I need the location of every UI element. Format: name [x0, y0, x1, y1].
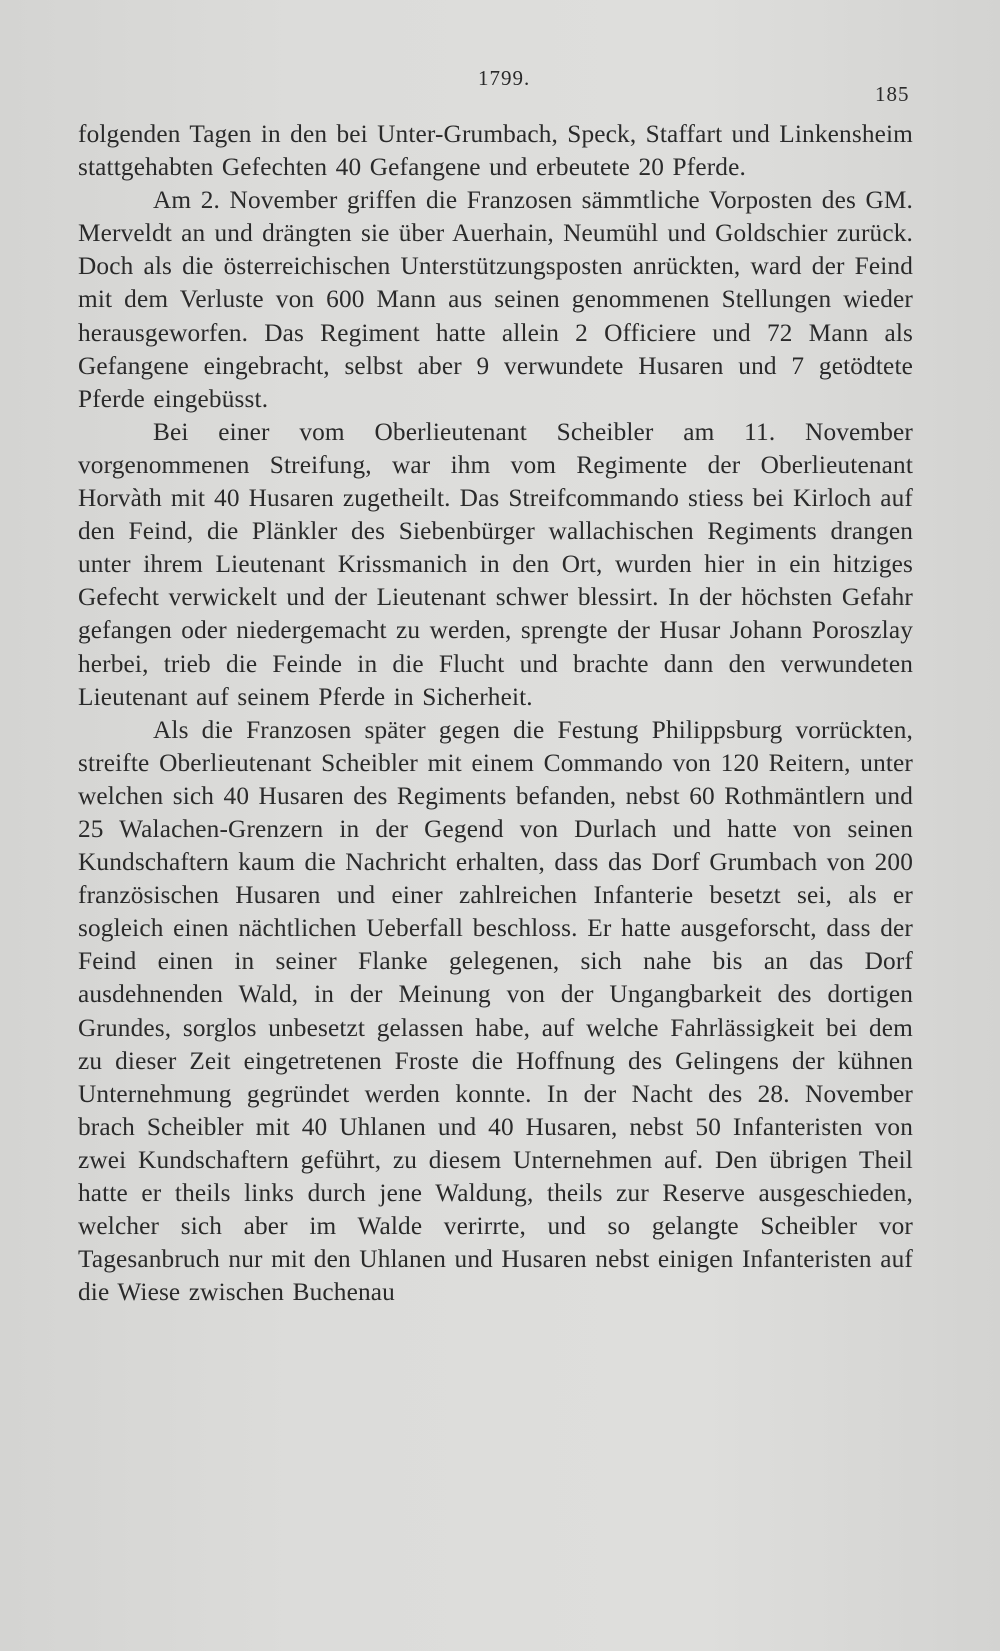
paragraph-november-11: Bei einer vom Oberlieutenant Scheibler am 11. November vorgenommenen Streifung, war ihm vom Regimente der Oberlieutenant Horvàth mit 40 Husaren zugetheilt. Das Streifcommando stiess bei Kirloch auf den Feind, die Plänkler des Siebenbürger wallachischen Regiments drangen unter ihrem Lieutenant Krissmanich in den Ort, wurden hier in ein hitziges Gefecht verwickelt und der Lieutenant schwer blessirt. In der höchsten Gefahr gefangen oder niedergemacht zu werden, sprengte der Husar Johann Poroszlay herbei, trieb die Feinde in die Flucht und brachte dann den verwundeten Lieutenant auf seinem Pferde in Sicherheit. [78, 417, 913, 711]
body-text [78, 118, 913, 1309]
paragraph-november-2: Am 2. November griffen die Franzosen sämmtliche Vorposten des GM. Merveldt an und drängten sie über Auerhain, Neumühl und Goldschier zurück. Doch als die österreichischen Unterstützungsposten anrückten, ward der Feind mit dem Verluste von 600 Mann aus seinen genommenen Stellungen wieder herausgeworfen. Das Regiment hatte allein 2 Officiere und 72 Mann als Gefangene eingebracht, selbst aber 9 verwundete Husaren und 7 getödtete Pferde eingebüsst. [78, 186, 913, 413]
paragraph-philippsburg: Als die Franzosen später gegen die Festung Philippsburg vorrückten, streifte Oberlieutenant Scheibler mit einem Commando von 120 Reitern, unter welchen sich 40 Husaren des Regiments befanden, nebst 60 Rothmäntlern und 25 Walachen-Grenzern in der Gegend von Durlach und hatte von seinen Kundschaftern kaum die Nachricht erhalten, dass das Dorf Grumbach von 200 französischen Husaren und einer zahlreichen Infanterie besetzt sei, als er sogleich einen nächtlichen Ueberfall beschloss. Er hatte ausgeforscht, dass der Feind einen in seiner Flanke gelegenen, sich nahe bis an das Dorf ausdehnenden Wald, in der Meinung von der Ungangbarkeit des dortigen Grundes, sorglos unbesetzt gelassen habe, auf welche Fahrlässigkeit bei dem zu dieser Zeit eingetretenen Froste die Hoffnung des Gelingens der kühnen Unternehmung gegründet werden konnte. In der Nacht des 28. November brach Scheibler mit 40 Uhlanen und 40 Husaren, nebst 50 Infanteristen von zwei Kundschaftern geführt, zu diesem Unternehmen auf. Den übrigen Theil hatte er theils links durch jene Waldung, theils zur Reserve ausgeschieden, welcher sich aber im Walde verirrte, und so gelangte Scheibler vor Tagesanbruch nur mit den Uhlanen und Husaren nebst einigen Infanteristen auf die Wiese zwischen Buchenau [78, 715, 913, 1307]
page-number: 185 [875, 82, 910, 106]
running-head-year: 1799. [478, 66, 531, 90]
paragraph-continuation: folgenden Tagen in den bei Unter-Grumbach, Speck, Staffart und Linkensheim stattgehabten Gefechten 40 Gefangene und erbeutete 20 Pferde. [78, 120, 913, 182]
running-header [0, 66, 1000, 106]
